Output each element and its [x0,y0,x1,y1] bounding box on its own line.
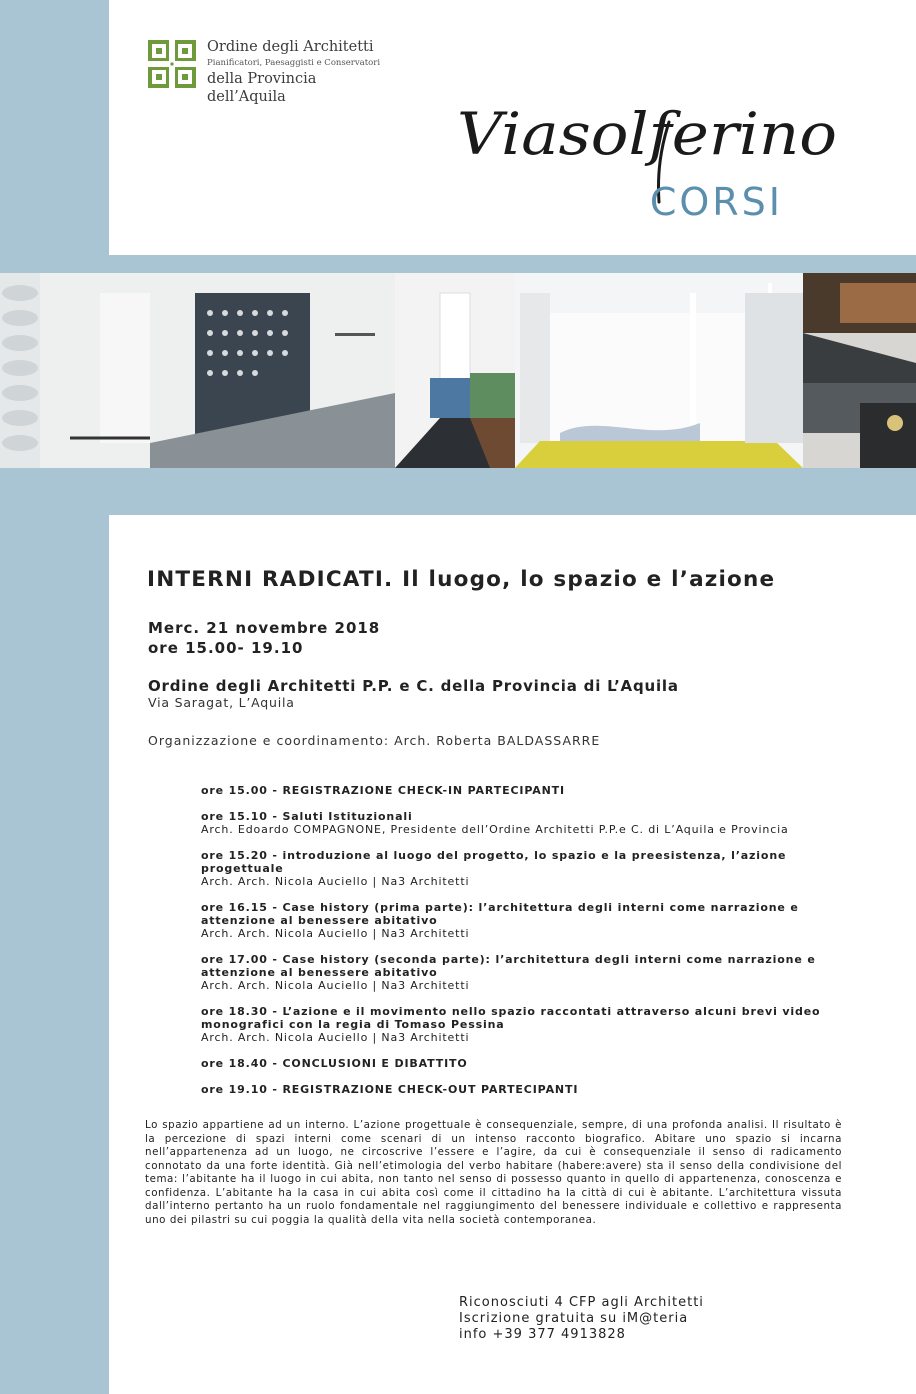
agenda-item-speaker: Arch. Arch. Nicola Auciello | Na3 Architetti [201,1031,470,1044]
event-time: ore 15.00- 19.10 [148,639,304,657]
event-date: Merc. 21 novembre 2018 [148,619,381,637]
agenda-item-head: ore 18.40 - CONCLUSIONI E DIBATTITO [201,1057,468,1070]
agenda-item [201,849,851,888]
agenda-item [201,901,851,940]
agenda-item-head: ore 15.20 - introduzione al luogo del progetto, lo spazio e la preesistenza, l’azione progettuale [201,849,787,875]
order-name [207,38,388,106]
event-datetime [148,618,380,658]
agenda-item-head: ore 18.30 - L’azione e il movimento nello spazio raccontati attraverso alcuni brevi video monografici con la regia di Tomaso Pessina [201,1005,821,1031]
agenda-item [201,1057,851,1070]
agenda-item [201,810,851,836]
agenda-list [201,784,851,1109]
order-name-line3: della Provincia dell’Aquila [207,71,317,105]
viasolferino-brand [455,92,855,232]
agenda-item-head: ore 17.00 - Case history (seconda parte): l’architettura degli interni come narrazione e attenzione al benessere abitativo [201,953,816,979]
agenda-item-head: ore 15.00 - REGISTRAZIONE CHECK-IN PARTECIPANTI [201,784,565,797]
event-address: Via Saragat, L’Aquila [148,695,295,710]
agenda-item-head: ore 16.15 - Case history (prima parte): l’architettura degli interni come narrazione e attenzione al benessere abitativo [201,901,799,927]
event-venue: Ordine degli Architetti P.P. e C. della Provincia di L’Aquila [148,677,679,695]
agenda-item [201,1083,851,1096]
order-emblem-icon [148,40,196,88]
agenda-item-speaker: Arch. Edoardo COMPAGNONE, Presidente dell’Ordine Architetti P.P.e C. di L’Aquila e Provincia [201,823,789,836]
corsi-label: CORSI [649,180,783,224]
order-logo [148,39,388,105]
cfp-credits: Riconosciuti 4 CFP agli Architetti [459,1295,704,1310]
order-name-line2: Pianificatori, Paesaggisti e Conservatori [207,58,381,68]
contact-phone: info +39 377 4913828 [459,1327,626,1342]
agenda-item [201,784,851,797]
interior-photo-collage [0,273,916,468]
agenda-item-head: ore 15.10 - Saluti Istituzionali [201,810,413,823]
registration-info: Iscrizione gratuita su iM@teria [459,1311,689,1326]
left-color-band [0,0,109,1394]
brand-script-text: Viasolferino [457,100,837,168]
footer-info [459,1295,704,1343]
agenda-item-speaker: Arch. Arch. Nicola Auciello | Na3 Architetti [201,979,470,992]
agenda-item-speaker: Arch. Arch. Nicola Auciello | Na3 Architetti [201,875,470,888]
event-organizer: Organizzazione e coordinamento: Arch. Roberta BALDASSARRE [148,733,601,748]
order-name-line1: Ordine degli Architetti [207,39,374,55]
event-description: Lo spazio appartiene ad un interno. L’azione progettuale è consequenziale, sempre, di una profonda analisi. Il risultato è la percezione di spazi interni come scenari di un intenso racconto biografico. Abitare uno spazio si incarna nell’appartenenza ad un luogo, ne circoscrive l’essere e l’agire, da cui è consequenziale il senso di radicamento connotato da una forte identità. Già nell’etimologia del verbo habitare (habere:avere) sta il senso della condivisione del tema: l’abitante ha il luogo in cui abita, non tanto nel senso di possesso quanto in quello di appartenenza, conoscenza e confidenza. L’abitante ha la casa in cui abita così come il cittadino ha la città di cui è abitante. L’architettura vissuta dall’interno pertanto ha un ruolo fondamentale nel raggiungimento del benessere individuale e collettivo e rappresenta uno dei pilastri su cui poggia la qualità della vita nella società contemporanea. [145,1119,842,1226]
agenda-item-head: ore 19.10 - REGISTRAZIONE CHECK-OUT PARTECIPANTI [201,1083,579,1096]
agenda-item [201,1005,851,1044]
agenda-item [201,953,851,992]
event-title: INTERNI RADICATI. Il luogo, lo spazio e l’azione [147,567,776,592]
agenda-item-speaker: Arch. Arch. Nicola Auciello | Na3 Architetti [201,927,470,940]
